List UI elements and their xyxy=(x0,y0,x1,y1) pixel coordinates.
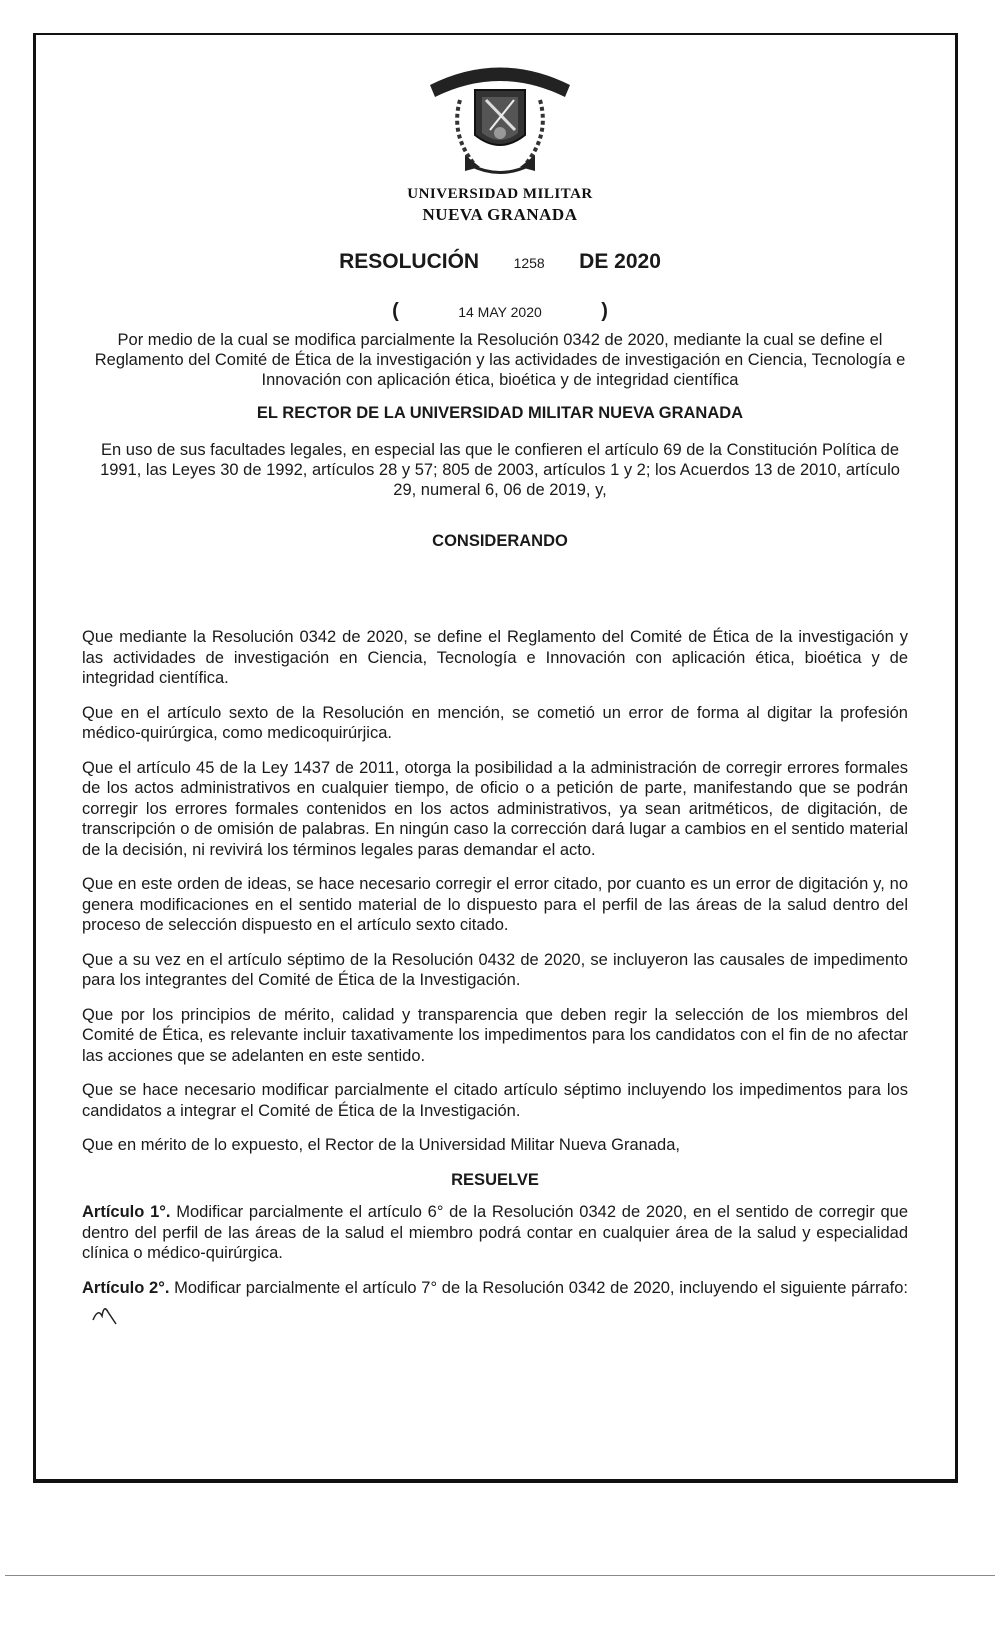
resolution-label: RESOLUCIÓN xyxy=(339,250,480,273)
article-2-label: Artículo 2°. xyxy=(82,1278,170,1297)
authority-heading: EL RECTOR DE LA UNIVERSIDAD MILITAR NUEVA GRANADA xyxy=(256,404,744,422)
resolution-title xyxy=(0,250,1000,274)
resolution-date-line xyxy=(0,300,1000,323)
resolution-subject: Por medio de la cual se modifica parcialmente la Resolución 0342 de 2020, mediante la cual se define el Reglamento del Comité de Ética de la investigación y las actividades de investigación en Ciencia, Tecnología e Innovación con aplicación ética, bioética y de integridad científica xyxy=(94,331,906,389)
date-paren-open: ( xyxy=(392,300,399,322)
resolution-year: DE 2020 xyxy=(579,250,661,273)
resolution-date: 14 MAY 2020 xyxy=(458,304,542,320)
considering-heading: CONSIDERANDO xyxy=(432,532,568,550)
article-2-text: Modificar parcialmente el artículo 7° de la Resolución 0342 de 2020, incluyendo el siguiente párrafo: xyxy=(169,1278,908,1297)
article-1 xyxy=(82,1202,908,1264)
article-2 xyxy=(82,1278,908,1329)
document-body xyxy=(82,627,908,1342)
resolution-number: 1258 xyxy=(513,255,545,271)
resolves-heading: RESUELVE xyxy=(451,1170,539,1189)
university-name-line2: NUEVA GRANADA xyxy=(422,205,578,224)
date-paren-close: ) xyxy=(601,300,608,322)
consideration-paragraph: Que en este orden de ideas, se hace necesario corregir el error citado, por cuanto es un error de digitación y, no genera modificaciones en el sentido material de lo dispuesto para el perfil de las áreas de la salud dentro del proceso de selección dispuesto en el artículo sexto citado. xyxy=(82,875,908,934)
consideration-paragraph: Que a su vez en el artículo séptimo de la Resolución 0432 de 2020, se incluyeron las causales de impedimento para los integrantes del Comité de Ética de la Investigación. xyxy=(82,950,908,989)
consideration-paragraph: Que en mérito de lo expuesto, el Rector de la Universidad Militar Nueva Granada, xyxy=(82,1136,680,1154)
consideration-paragraph: Que se hace necesario modificar parcialmente el citado artículo séptimo incluyendo los impedimentos para los candidatos a integrar el Comité de Ética de la Investigación. xyxy=(82,1081,908,1120)
consideration-paragraph: Que el artículo 45 de la Ley 1437 de 2011, otorga la posibilidad a la administración de corregir errores formales de los actos administrativos en cualquier tiempo, de oficio o a petición de parte, manifestando que se podrán corregir los errores formales contenidos en los actos administrativos, ya sean aritméticos, de digitación, de transcripción o de omisión de palabras. En ningún caso la corrección dará lugar a cambios en el sentido material de la decisión, ni revivirá los términos legales paras demandar el acto. xyxy=(82,758,908,859)
consideration-paragraph: Que por los principios de mérito, calidad y transparencia que deben regir la selección de los miembros del Comité de Ética, es relevante incluir taxativamente los impedimentos para los candidatos con el fin de no afectar las acciones que se adelanten en este sentido. xyxy=(82,1005,908,1065)
article-1-label: Artículo 1°. xyxy=(82,1203,171,1221)
consideration-paragraph: Que en el artículo sexto de la Resolución en mención, se cometió un error de forma al digitar la profesión médico-quirúrgica, como medicoquirúrjica. xyxy=(82,703,908,742)
initials-signature-mark xyxy=(90,1298,120,1328)
university-crest-logo xyxy=(420,55,580,185)
university-name-line1: UNIVERSIDAD MILITAR xyxy=(407,186,593,202)
article-1-text: Modificar parcialmente el artículo 6° de la Resolución 0342 de 2020, en el sentido de corregir que dentro del perfil de las áreas de la salud el miembro podrá contar en cualquier área de la salud y especialidad clínica o médico-quirúrgica. xyxy=(82,1203,908,1262)
page-bottom-rule xyxy=(5,1575,995,1576)
legal-basis: En uso de sus facultades legales, en especial las que le confieren el artículo 69 de la Constitución Política de 1991, las Leyes 30 de 1992, artículos 28 y 57; 805 de 2003, artículos 1 y 2; los Acuerdos 13 de 2010, artículo 29, numeral 6, 06 de 2019, y, xyxy=(100,441,900,499)
consideration-paragraph: Que mediante la Resolución 0342 de 2020, se define el Reglamento del Comité de Ética de la investigación y las actividades de investigación en Ciencia, Tecnología e Innovación con aplicación ética, bioética y de integridad científica. xyxy=(82,628,908,687)
